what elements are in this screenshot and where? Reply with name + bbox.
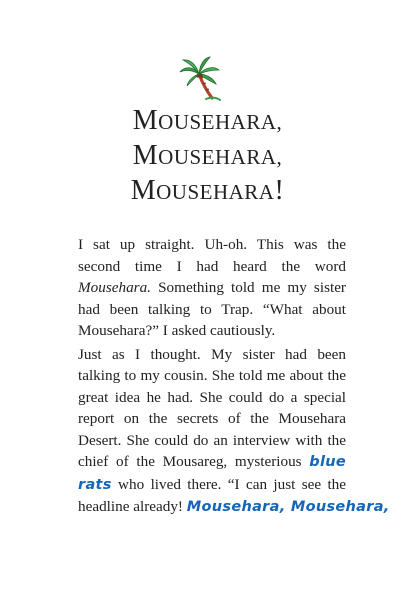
paragraph-2-line-2: talking to my cousin. She told me about the [78, 367, 346, 384]
paragraph-2-line-5: Desert. She could do an interview with the [78, 431, 346, 449]
paragraph-1-line-3: Mousehara. Something told me my sister [78, 279, 346, 296]
body-text [68, 234, 390, 519]
paragraph-2-line-4: report on the secrets of the Mousehara [78, 410, 346, 427]
paragraph-2-line-6: chief of the Mousareg, mysterious blue [78, 453, 346, 470]
paragraph-2-line-3: great idea he had. She could do a special [78, 388, 346, 406]
paragraph-2-line-7: rats who lived there. “I can just see the [78, 475, 346, 493]
handwritten-rats: rats [78, 476, 112, 493]
paragraph-2-line-1: Just as I thought. My sister had been [78, 345, 346, 363]
paragraph-1-line-5: Mousehara?” I asked cautiously. [78, 322, 276, 339]
chapter-title [0, 104, 415, 209]
paragraph-1-line-2: second time I had heard the word [78, 257, 346, 275]
title-line-3: MOUSEHARA! [130, 175, 285, 206]
handwritten-headline: Mousehara, Mousehara, [186, 499, 390, 515]
paragraph-1-line-1: I sat up straight. Uh-oh. This was the [78, 236, 346, 253]
paragraph-1-line-4: had been talking to Trap. “What about [78, 300, 346, 318]
title-line-2: MOUSEHARA, [132, 140, 283, 171]
palm-tree-icon [176, 54, 224, 104]
title-line-1: MOUSEHARA, [132, 105, 283, 136]
paragraph-2-line-8: headline already! Mousehara, Mousehara, [78, 498, 390, 515]
handwritten-blue: blue [309, 454, 346, 470]
paragraph-2 [68, 344, 390, 519]
paragraph-1 [68, 234, 346, 342]
